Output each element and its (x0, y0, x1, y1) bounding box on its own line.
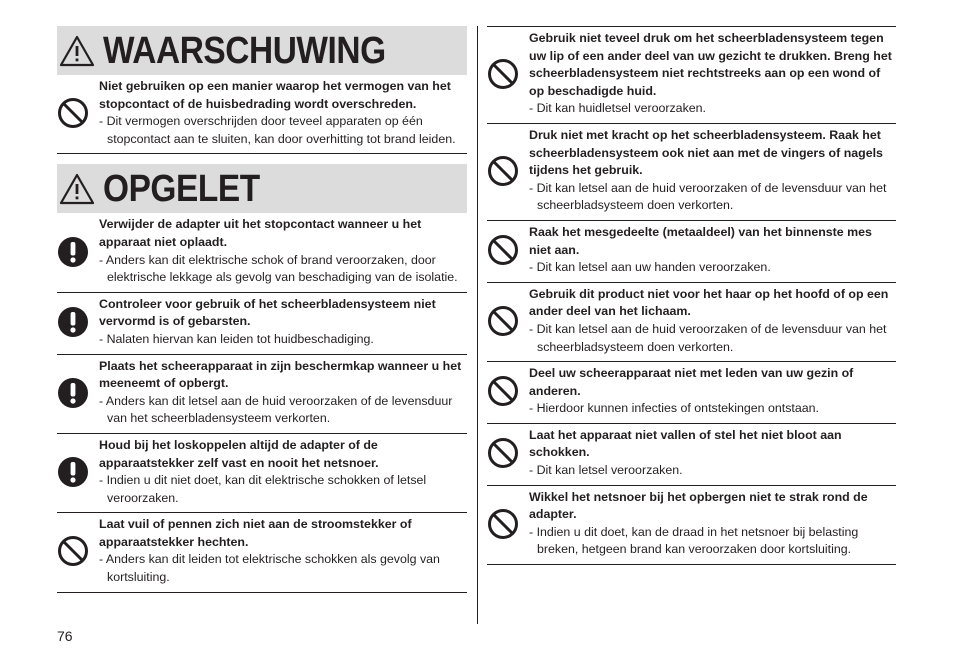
warning-triangle-icon (59, 34, 95, 68)
safety-item-text (99, 358, 467, 428)
prohibition-icon (487, 489, 529, 559)
safety-instruction: Verwijder de adapter uit het stopcontact wanneer u het apparaat niet oplaadt. (99, 217, 422, 249)
prohibition-icon (487, 127, 529, 215)
safety-item (57, 434, 467, 513)
caution-title: OPGELET (103, 167, 260, 210)
safety-item-text (99, 78, 467, 148)
safety-instruction: Laat vuil of pennen zich niet aan de stroomstekker of apparaatstekker hechten. (99, 517, 412, 549)
left-column (57, 26, 467, 593)
safety-instruction: Gebruik niet teveel druk om het scheerbladensysteem tegen uw lip of een ander deel van uw gezicht te drukken. Breng het scheerbladensysteem niet rechtstreeks aan op een wond of op beschadigde huid. (529, 31, 892, 98)
safety-item (57, 75, 467, 154)
safety-consequence: - Dit kan letsel aan de huid veroorzaken of de levensduur van het scheerbladsysteem doen verkorten. (529, 180, 887, 213)
safety-item (487, 124, 896, 221)
safety-instruction: Deel uw scheerapparaat niet met leden van uw gezin of anderen. (529, 366, 854, 398)
safety-item-text (529, 365, 896, 418)
mandatory-icon (57, 296, 99, 349)
mandatory-icon (57, 437, 99, 507)
safety-instruction: Gebruik dit product niet voor het haar op het hoofd of op een ander deel van het lichaam. (529, 286, 889, 319)
prohibition-icon (487, 30, 529, 118)
safety-item (487, 221, 896, 283)
safety-consequence: - Indien u dit niet doet, kan dit elektrische schokken of letsel veroorzaken. (99, 473, 427, 505)
page-number: 76 (57, 628, 73, 644)
safety-item (487, 424, 896, 486)
safety-item-text (529, 224, 896, 277)
warning-heading (57, 26, 467, 75)
safety-consequence: - Dit kan huidletsel veroorzaken. (529, 101, 706, 116)
warning-list (57, 75, 467, 154)
safety-item (487, 26, 896, 124)
safety-item (487, 362, 896, 424)
safety-item (57, 213, 467, 292)
prohibition-icon (487, 224, 529, 277)
safety-item-text (529, 286, 896, 356)
caution-heading (57, 164, 467, 213)
safety-consequence: - Indien u dit doet, kan de draad in het netsnoer bij belasting breken, hetgeen brand kan veroorzaken door kortsluiting. (529, 524, 859, 557)
safety-item (57, 355, 467, 434)
prohibition-icon (487, 286, 529, 356)
column-divider (477, 26, 478, 624)
mandatory-icon (57, 358, 99, 428)
prohibition-icon (487, 365, 529, 418)
warning-triangle-icon (59, 172, 95, 206)
safety-consequence: - Hierdoor kunnen infecties of ontstekingen ontstaan. (529, 401, 819, 416)
safety-consequence: - Anders kan dit elektrische schok of brand veroorzaken, door elektrische lekkage als gevolg van beschadiging van de isolatie. (99, 252, 458, 285)
safety-item-text (99, 296, 467, 349)
safety-consequence: - Nalaten hiervan kan leiden tot huidbeschadiging. (99, 331, 374, 346)
safety-instruction: Raak het mesgedeelte (metaaldeel) van het binnenste mes niet aan. (529, 224, 872, 257)
safety-consequence: - Dit kan letsel veroorzaken. (529, 463, 683, 478)
right-column (487, 26, 896, 565)
safety-item-text (529, 489, 896, 559)
prohibition-icon (57, 78, 99, 148)
safety-instruction: Controleer voor gebruik of het scheerbladensysteem niet vervormd is of gebarsten. (99, 296, 436, 329)
prohibition-icon (57, 516, 99, 586)
safety-consequence: - Dit kan letsel aan uw handen veroorzaken. (529, 260, 771, 275)
safety-instruction: Plaats het scheerapparaat in zijn beschermkap wanneer u het meeneemt of opbergt. (99, 358, 462, 391)
safety-instruction: Druk niet met kracht op het scheerbladensysteem. Raak het scheerbladensysteem ook niet aan met de vingers of nagels tijdens het gebruik. (529, 127, 883, 178)
safety-item-text (99, 516, 467, 586)
safety-item (487, 486, 896, 565)
right-list (487, 26, 896, 565)
safety-item-text (529, 127, 896, 215)
safety-consequence: - Dit kan letsel aan de huid veroorzaken of de levensduur van het scheerbladsysteem doen verkorten. (529, 321, 887, 354)
safety-consequence: - Dit vermogen overschrijden door teveel apparaten op één stopcontact aan te sluiten, kan door overhitting tot brand leiden. (99, 114, 456, 146)
safety-instruction: Wikkel het netsnoer bij het opbergen niet te strak rond de adapter. (529, 489, 868, 522)
safety-item-text (529, 30, 896, 118)
caution-list (57, 213, 467, 592)
safety-consequence: - Anders kan dit letsel aan de huid veroorzaken of de levensduur van het scheerbladensysteem verkorten. (99, 393, 453, 426)
safety-item (57, 293, 467, 355)
safety-item (57, 513, 467, 592)
safety-item-text (529, 427, 896, 480)
prohibition-icon (487, 427, 529, 480)
mandatory-icon (57, 216, 99, 286)
safety-item-text (99, 437, 467, 507)
safety-instruction: Houd bij het loskoppelen altijd de adapter of de apparaatstekker zelf vast en nooit het netsnoer. (99, 437, 379, 470)
warning-title: WAARSCHUWING (103, 29, 386, 72)
safety-item (487, 283, 896, 362)
safety-item-text (99, 216, 467, 286)
safety-consequence: - Anders kan dit leiden tot elektrische schokken als gevolg van kortsluiting. (99, 552, 440, 585)
safety-instruction: Laat het apparaat niet vallen of stel het niet bloot aan schokken. (529, 427, 842, 460)
safety-instruction: Niet gebruiken op een manier waarop het vermogen van het stopcontact of de huisbedrading wordt overschreden. (99, 79, 451, 111)
